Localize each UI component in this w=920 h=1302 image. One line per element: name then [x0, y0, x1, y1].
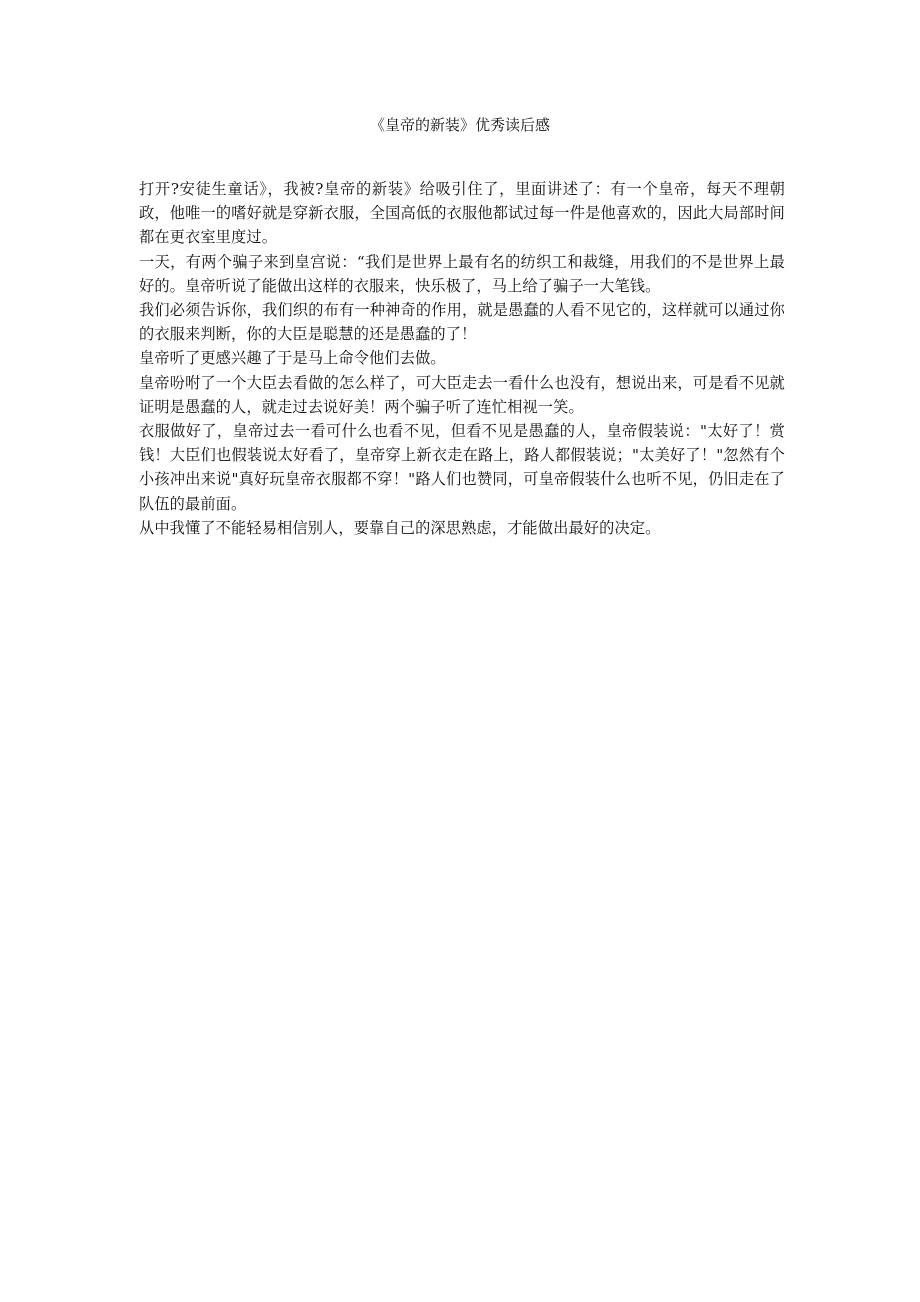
paragraph: 衣服做好了，皇帝过去一看可什么也看不见，但看不见是愚蠢的人，皇帝假装说："太好了！赏钱！大臣们也假装说太好看了，皇帝穿上新衣走在路上，路人都假装说；"太美好了！"忽然有个小孩冲出来说"真好玩皇帝衣服都不穿！"路人们也赞同，可皇帝假装什么也听不见，仍旧走在了队伍的最前面。 [139, 422, 785, 513]
document-body [139, 177, 785, 540]
paragraph: 皇帝听了更感兴趣了于是马上命令他们去做。 [139, 349, 446, 368]
document-title: 《皇帝的新装》优秀读后感 [369, 116, 550, 134]
paragraph: 皇帝吩咐了一个大臣去看做的怎么样了，可大臣走去一看什么也没有，想说出来，可是看不见就证明是愚蠢的人，就走过去说好美！两个骗子听了连忙相视一笑。 [139, 373, 785, 416]
paragraph: 一天，有两个骗子来到皇宫说：“我们是世界上最有名的纺织工和裁缝，用我们的不是世界上最好的。皇帝听说了能做出这样的衣服来，快乐极了，马上给了骗子一大笔钱。 [139, 252, 785, 295]
paragraph: 我们必须告诉你，我们织的布有一种神奇的作用，就是愚蠢的人看不见它的，这样就可以通过你的衣服来判断，你的大臣是聪慧的还是愚蠢的了！ [139, 301, 785, 344]
paragraph: 从中我懂了不能轻易相信别人，要靠自己的深思熟虑，才能做出最好的决定。 [139, 518, 661, 537]
paragraph: 打开?安徒生童话》，我被?皇帝的新装》给吸引住了，里面讲述了：有一个皇帝，每天不理朝政，他唯一的嗜好就是穿新衣服，全国高低的衣服他都试过每一件是他喜欢的，因此大局部时间都在更衣室里度过。 [139, 180, 785, 247]
